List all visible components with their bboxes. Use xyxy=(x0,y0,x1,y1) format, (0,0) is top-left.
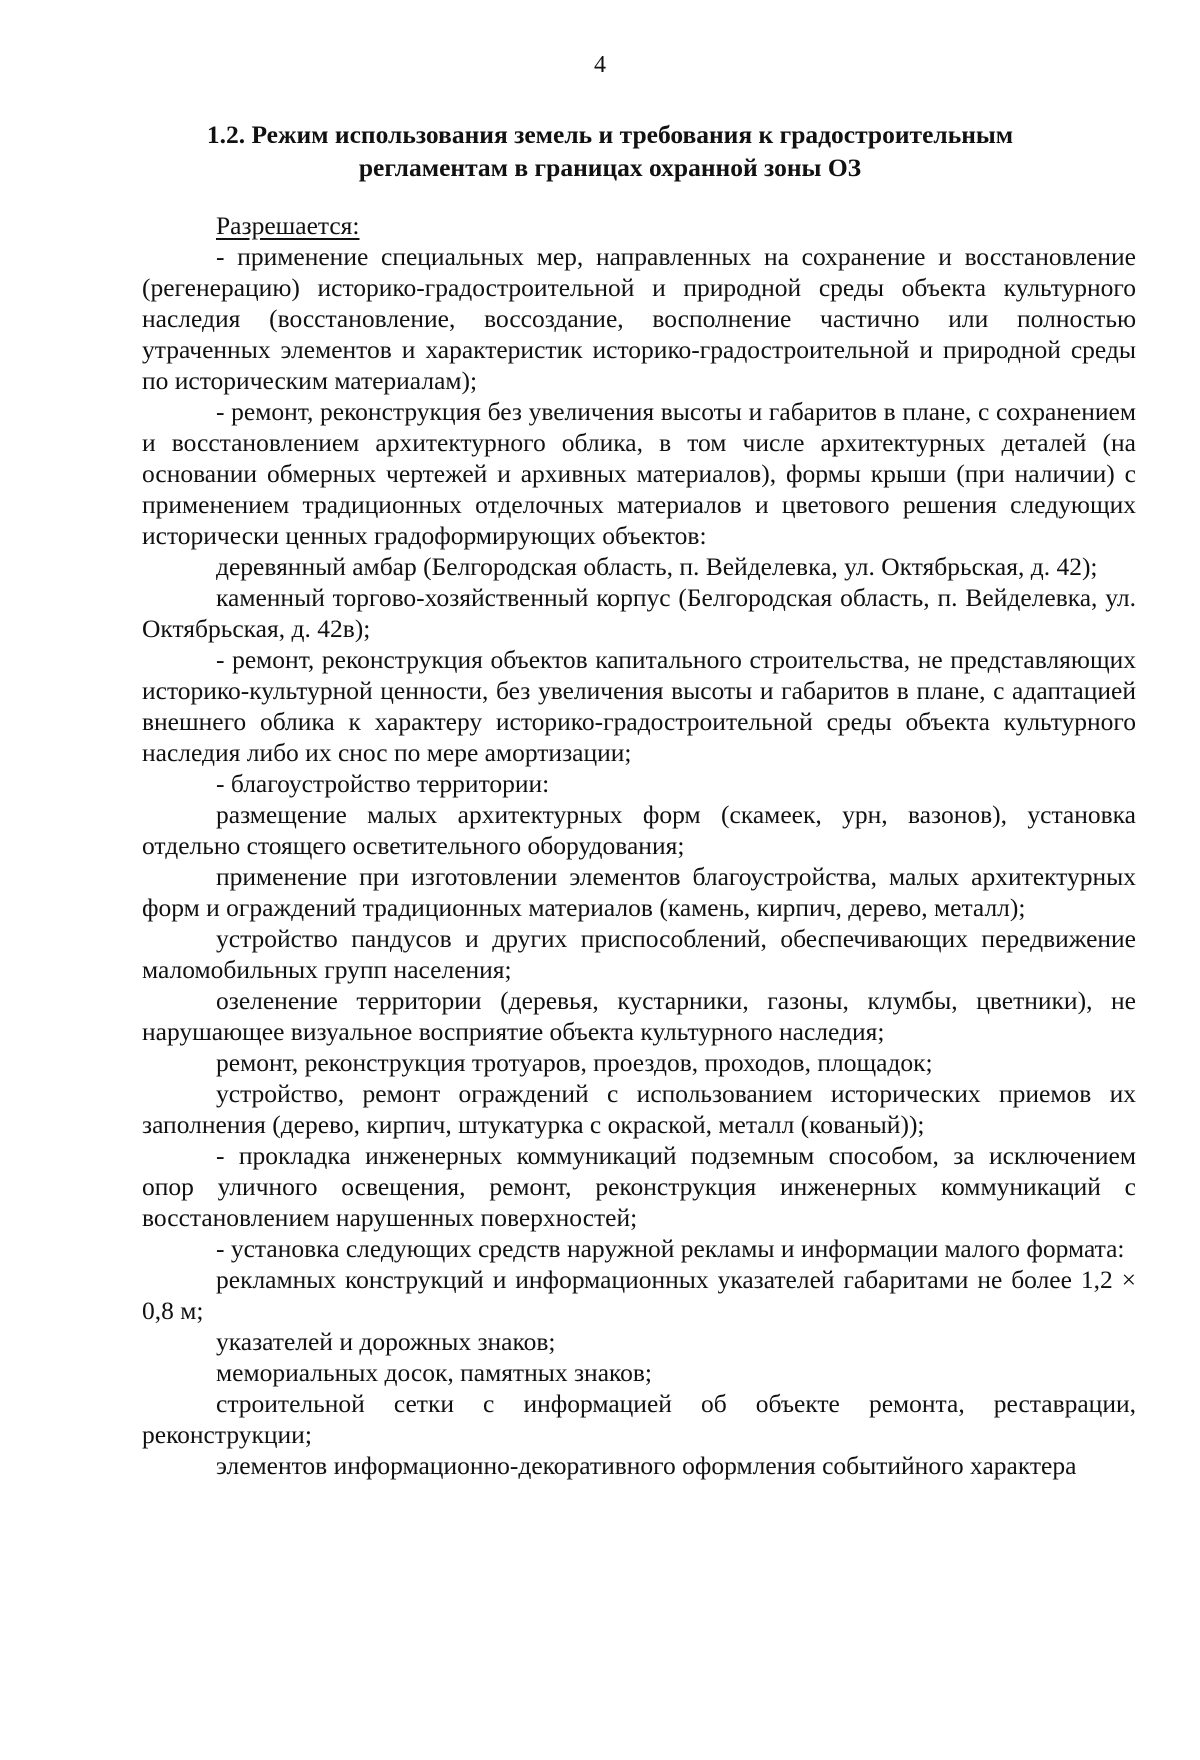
page-number: 4 xyxy=(594,52,606,78)
paragraph: элементов информационно-декоративного оформления событийного характера xyxy=(216,1451,1077,1480)
paragraph: устройство пандусов и других приспособлений, обеспечивающих передвижение маломобильных групп населения; xyxy=(142,924,1136,984)
paragraph: указателей и дорожных знаков; xyxy=(216,1327,556,1356)
paragraph: - установка следующих средств наружной рекламы и информации малого формата: xyxy=(216,1234,1125,1263)
paragraph: размещение малых архитектурных форм (скамеек, урн, вазонов), установка отдельно стоящего осветительного оборудования; xyxy=(142,800,1136,860)
paragraph: озеленение территории (деревья, кустарники, газоны, клумбы, цветники), не нарушающее визуальное восприятие объекта культурного наследия; xyxy=(142,986,1136,1046)
paragraph: рекламных конструкций и информационных указателей габаритами не более 1,2 × 0,8 м; xyxy=(142,1265,1136,1325)
allowed-heading-text: Разрешается: xyxy=(216,211,360,240)
section-title-line-1: 1.2. Режим использования земель и требования к градостроительным xyxy=(206,120,1014,149)
paragraph: строительной сетки с информацией об объекте ремонта, реставрации, реконструкции; xyxy=(142,1389,1136,1449)
paragraph: - применение специальных мер, направленных на сохранение и восстановление (регенерацию) историко-градостроительной и природной среды объекта культурного наследия (восстановление, воссоздание, восполнение частично или полностью утраченных элементов и характеристик историко-градостроительной и природной среды по историческим материалам); xyxy=(142,242,1136,395)
paragraph: деревянный амбар (Белгородская область, п. Вейделевка, ул. Октябрьская, д. 42); xyxy=(216,552,1098,581)
paragraph: применение при изготовлении элементов благоустройства, малых архитектурных форм и ограждений традиционных материалов (камень, кирпич, дерево, металл); xyxy=(142,862,1136,922)
section-title-line-2: регламентам в границах охранной зоны ОЗ xyxy=(358,153,862,182)
body-text xyxy=(142,210,1136,1481)
paragraph: мемориальных досок, памятных знаков; xyxy=(216,1358,652,1387)
paragraph: - благоустройство территории: xyxy=(216,769,550,798)
section-title xyxy=(150,118,1070,184)
paragraph: ремонт, реконструкция тротуаров, проездов, проходов, площадок; xyxy=(216,1048,933,1077)
allowed-heading xyxy=(142,210,1136,241)
paragraph: - ремонт, реконструкция без увеличения высоты и габаритов в плане, с сохранением и восстановлением архитектурного облика, в том числе архитектурных деталей (на основании обмерных чертежей и архивных материалов), формы крыши (при наличии) с применением традиционных отделочных материалов и цветового решения следующих исторически ценных градоформирующих объектов: xyxy=(142,397,1136,550)
paragraph: устройство, ремонт ограждений с использованием исторических приемов их заполнения (дерево, кирпич, штукатурка с окраской, металл (кованый)); xyxy=(142,1079,1136,1139)
paragraph: - ремонт, реконструкция объектов капитального строительства, не представляющих историко-культурной ценности, без увеличения высоты и габаритов в плане, с адаптацией внешнего облика к характеру историко-градостроительной среды объекта культурного наследия либо их снос по мере амортизации; xyxy=(142,645,1136,767)
paragraph: каменный торгово-хозяйственный корпус (Белгородская область, п. Вейделевка, ул. Октябрьская, д. 42в); xyxy=(142,583,1136,643)
paragraph: - прокладка инженерных коммуникаций подземным способом, за исключением опор уличного освещения, ремонт, реконструкция инженерных коммуникаций с восстановлением нарушенных поверхностей; xyxy=(142,1141,1136,1232)
